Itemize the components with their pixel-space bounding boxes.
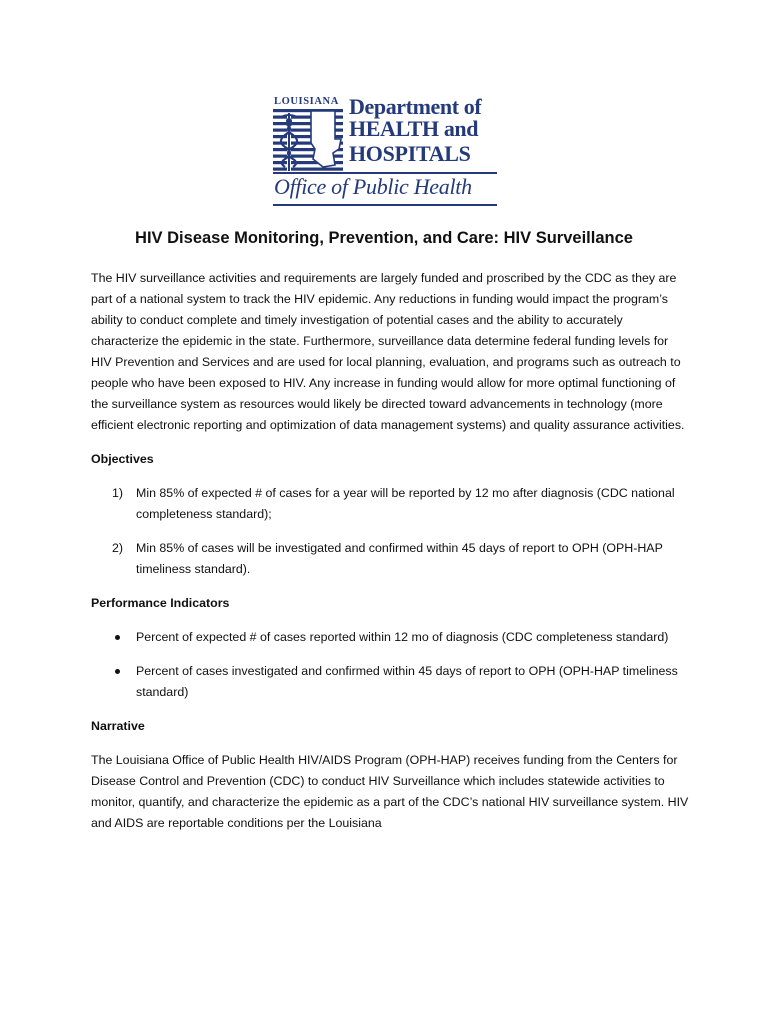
dhh-logo <box>271 94 501 212</box>
objectives-heading: Objectives <box>91 452 154 466</box>
page-title: HIV Disease Monitoring, Prevention, and Care: HIV Surveillance <box>135 229 633 247</box>
list-item <box>91 483 691 525</box>
document-body <box>91 268 691 834</box>
logo-bottom-rule <box>273 204 497 206</box>
indicators-list <box>91 627 691 703</box>
list-item <box>91 661 691 703</box>
indicator-text: Percent of expected # of cases reported within 12 mo of diagnosis (CDC completeness standard) <box>136 630 669 644</box>
intro-paragraph: The HIV surveillance activities and requirements are largely funded and proscribed by the CDC as they are part of a national system to track the HIV epidemic. Any reductions in funding would impact the program’s ability to conduct complete and timely investigation of potential cases and the ability to accurately characterize the epidemic in the state. Furthermore, surveillance data determine federal funding levels for HIV Prevention and Services and are used for local planning, evaluation, and programs such as outreach to people who have been exposed to HIV. Any increase in funding would allow for more optimal functioning of the surveillance system as resources would likely be directed toward advancements in technology (more efficient electronic reporting and optimization of data management systems) and quality assurance activities. <box>91 271 685 432</box>
narrative-paragraph: The Louisiana Office of Public Health HIV/AIDS Program (OPH-HAP) receives funding from the Centers for Disease Control and Prevention (CDC) to conduct HIV Surveillance which includes statewide activities to monitor, quantify, and characterize the epidemic as a part of the CDC’s national HIV surveillance system. HIV and AIDS are reportable conditions per the Louisiana <box>91 753 689 830</box>
list-marker: 1) <box>112 486 124 500</box>
bullet-icon <box>115 669 120 674</box>
logo-department-text: Department of <box>349 94 482 119</box>
narrative-heading: Narrative <box>91 719 145 733</box>
performance-indicators-heading: Performance Indicators <box>91 596 230 610</box>
objective-text: Min 85% of cases will be investigated and confirmed within 45 days of report to OPH (OPH-HAP timeliness standard). <box>136 541 663 576</box>
list-item <box>91 538 691 580</box>
objective-text: Min 85% of expected # of cases for a year will be reported by 12 mo after diagnosis (CDC national completeness standard); <box>136 486 675 521</box>
list-item <box>91 627 691 648</box>
logo-state-text: LOUISIANA <box>274 96 339 107</box>
objectives-list <box>91 483 691 580</box>
indicator-text: Percent of cases investigated and confirmed within 45 days of report to OPH (OPH-HAP timeliness standard) <box>136 664 678 699</box>
bullet-icon <box>115 635 120 640</box>
caduceus-state-emblem-icon <box>273 109 343 175</box>
logo-office-text: Office of Public Health <box>274 174 472 199</box>
list-marker: 2) <box>112 541 124 555</box>
logo-health-text: HEALTH and <box>349 116 479 141</box>
logo-hospitals-text: HOSPITALS <box>349 141 471 166</box>
